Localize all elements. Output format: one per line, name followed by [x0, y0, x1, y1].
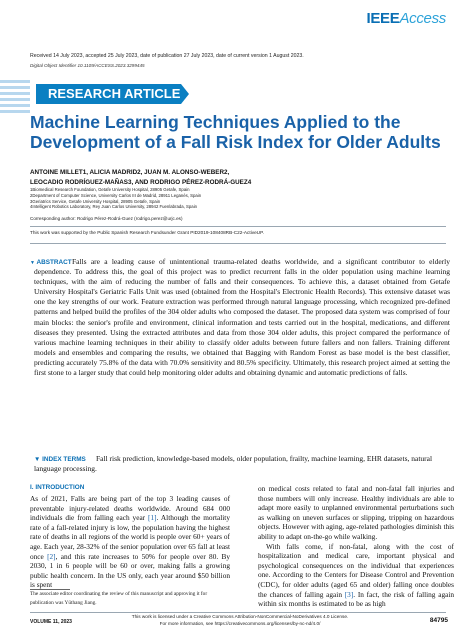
corresponding-author: Corresponding author: Rodrigo Pérez-Rodrá-Guez (rodrigo.perez@urjc.es)	[30, 216, 183, 221]
intro-text: As of 2021, Falls are being part of the top 3 leading causes of preventable injury-related deaths worldwide. Around 684 000 individuals die from falling each year	[30, 494, 230, 523]
article-type-banner-arrow	[181, 84, 189, 104]
license-line-2[interactable]: For more information, see https://creativecommons.org/licenses/by-nc-nd/4.0/	[159, 621, 321, 626]
index-terms-body: Fall risk prediction, knowledge-based models, older population, frailty, machine learning, EHR datasets, natural language processing.	[34, 454, 433, 474]
volume-label: VOLUME 11, 2023	[30, 619, 72, 625]
license-line-1: This work is licensed under a Creative Commons Attribution-NonCommercial-NoDerivatives 4.0 License.	[131, 614, 349, 619]
divider	[30, 243, 446, 244]
license-note	[100, 613, 380, 627]
intro-paragraph: on medical costs related to fatal and non-fatal fall injuries and those numbers will only increase. Healthy individuals are able to adapt more easily to unplanned environmental perturbations such as walking on uneven surfaces or slipping, tripping on hazardous objects. However with aging, age-related pathologies diminish this ability to adapt on-the-go while walking.	[258, 484, 454, 541]
editor-footnote: The associate editor coordinating the review of this manuscript and approving it for publication was Yüthang Jiang.	[30, 591, 208, 606]
journal-logo-main: IEEE	[366, 10, 400, 27]
decorative-stripes	[0, 76, 32, 120]
intro-text: . In fact, the risk of falling again within six months is estimated to be as high	[258, 589, 455, 609]
intro-text: , and this rate increases to 50% for people over 80. By 2030, 1 in 6 people will be 60 or over, making falls a growing public health concern. In the US only, each year around $50 billion is spent	[30, 551, 230, 590]
abstract-label-text: ABSTRACT	[36, 259, 72, 266]
index-terms-label-text: INDEX TERMS	[42, 456, 86, 463]
intro-left-column	[30, 494, 230, 590]
affiliation-1: 1Biomedical Research Foundation, Getafe University Hospital, 28905 Getafe, Spain	[30, 187, 190, 192]
paper-title: Machine Learning Techniques Applied to the Development of a Fall Risk Index for Older Adults	[30, 112, 441, 152]
triangle-bullet-icon: ▼	[30, 260, 35, 266]
divider	[30, 226, 446, 227]
intro-right-column	[258, 484, 454, 609]
funding-note: This work was supported by the Public Spanish Research Fundsunder Grant PID2019-108408RB-C22-ActiveUP.	[30, 230, 264, 235]
intro-paragraph	[258, 542, 454, 609]
author-line-1: ANTOINE MILLET1, ALICIA MADRID2, JUAN M. ALONSO-WEBER2,	[30, 169, 230, 176]
received-dates: Received 14 July 2023, accepted 25 July 2023, date of publication 27 July 2023, date of current version 1 August 2023.	[30, 53, 304, 59]
affiliation-3: 3Geriatrics Service, Getafe University Hospital, 28905 Getafe, Spain	[30, 198, 161, 204]
abstract-text: Falls are a leading cause of unintentional trauma-related deaths worldwide, and a significant contributor to elderly dependence. To address this, the goal of this project was to predict recurrent falls in the older population using machine learning techniques, with the aim of reducing the number of falls and their consequences. To achieve this, a dataset obtained from Getafe University Hospital's Geriatric Falls Unit was used (obtained from the Hospital's Electronic Health Records). This extensive dataset was one the key strengths of our work. Feature extraction was performed through natural language processing, which recognized pre-defined patterns and helped build the profiles of the 304 older adults who composed the dataset. The proposed data system was comprised of four main blocks: the senior's profile and environment, clinical information and tests carried out in the hospital, medications, and different diseases they presented. Using the extracted attributes and data from those 304 older adults, this project compared the performance of various machine learning techniques in their ability to classify older adults between future fallers and non fallers. Training different models and ensembles and comparing the results, we obtained that Bagging with Random Forest as base model is the best classifier, predicting accurately 75.8% of the data with 70.0% sensitivity and 80.5% specificity. Ultimately, this research project aimed at setting the first stone to a larger study that could help monitoring older adults and obtaining dynamic and automatic predictions of falls.	[34, 257, 450, 378]
article-type-banner: RESEARCH ARTICLE	[36, 84, 181, 104]
citation-link[interactable]: [3]	[344, 589, 354, 599]
triangle-bullet-icon: ▼	[34, 456, 41, 463]
affiliation-4: 4Intelligent Robotics Laboratory, Rey Juan Carlos University, 28942 Fuenlabrada, Spain	[30, 204, 198, 210]
journal-logo	[366, 10, 446, 27]
citation-link[interactable]: [1]	[148, 513, 157, 523]
doi-line: Digital Object Identifier 10.1109/ACCESS.2023.3299445	[30, 63, 145, 68]
author-line-2: LEOCADIO RODRÍGUEZ-MAÑAS3, AND RODRIGO PÉREZ-RODRÁ-GUEZ4	[30, 179, 252, 186]
author-list	[30, 168, 460, 188]
intro-text: With falls come, if non-fatal, along with the cost of hospitalization and medical care, important physical and psychological consequences on the individual that experiences one. According to the Centers for Disease Control and Prevention (CDC), for older adults (aged 65 and older) falling once doubles the chances of falling again	[258, 541, 454, 599]
section-heading-introduction: I. INTRODUCTION	[30, 484, 85, 491]
citation-link[interactable]: [2]	[47, 551, 56, 561]
affiliations	[30, 187, 460, 210]
intro-text: . Although the mortality rate of a fall-related injury is low, the population having the highest rate of deaths in all regions of the world is people over 60+ years of age. Each year, 28-32% of the senior population over 65 fall at least once	[30, 513, 230, 561]
page-number: 84795	[429, 617, 448, 624]
affiliation-2: 2Department of Computer Science, University Carlos III de Madrid, 28911 Leganés, Spain	[30, 192, 202, 198]
journal-logo-accent: Access	[399, 10, 446, 27]
